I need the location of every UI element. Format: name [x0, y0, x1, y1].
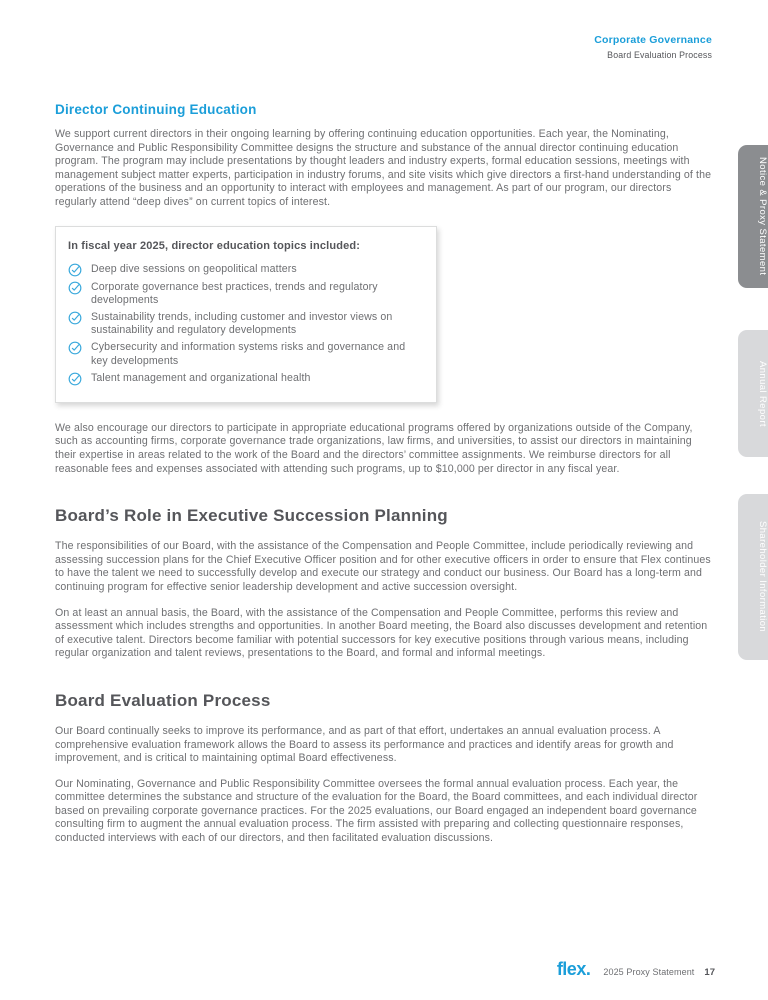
- topic-label: Talent management and organizational health: [91, 371, 311, 384]
- flex-logo: flex.: [556, 959, 591, 979]
- topic-label: Cybersecurity and information systems risks and governance and key developments: [91, 341, 406, 367]
- list-item: [68, 341, 422, 367]
- topic-label: Corporate governance best practices, trends and regulatory developments: [91, 280, 378, 306]
- education-topics-box: [55, 226, 437, 403]
- header-section-title: Corporate Governance: [594, 34, 712, 46]
- list-item: [68, 311, 422, 337]
- topics-box-title: In fiscal year 2025, director education topics included:: [68, 239, 361, 252]
- continuing-education-paragraph-1: We support current directors in their ongoing learning by offering continuing education opportunities. Each year, the Nominating, Governance and Public Responsibility Committee designs the structure and substance of the annual director continuing education program. The program may include presentations by thought leaders and industry experts, formal education sessions, meetings with management subject matter experts, participation in industry forums, and site visits which give directors a first-hand understanding of the operations of the business and an opportunity to interact with employees and management. As part of our program, our directors regularly attend “deep dives” on current topics of interest.: [55, 128, 712, 208]
- page-number: 17: [704, 967, 715, 978]
- succession-planning-heading: Board’s Role in Executive Succession Planning: [55, 506, 448, 526]
- checkmark-circle-icon: [68, 281, 82, 295]
- footer-document-label: 2025 Proxy Statement: [603, 967, 695, 977]
- board-evaluation-heading: Board Evaluation Process: [55, 690, 271, 710]
- list-item: [68, 263, 422, 277]
- running-header: [594, 34, 712, 60]
- checkmark-circle-icon: [68, 341, 82, 355]
- list-item: [68, 281, 422, 307]
- topic-label: Sustainability trends, including customer and investor views on sustainability and regulatory developments: [91, 310, 393, 337]
- header-subsection-title: Board Evaluation Process: [607, 50, 712, 60]
- continuing-education-paragraph-2: We also encourage our directors to participate in appropriate educational programs offered by organizations outside of the Company, such as accounting firms, corporate governance trade organizations, law firms, and universities, to assist our directors in maintaining their expertise in areas related to the work of the Board and the directors’ committee assignments. We reimburse directors for all reasonable fees and expenses associated with attending such programs, up to $10,000 per director in any fiscal year.: [55, 421, 693, 475]
- flex-logo-dot: .: [585, 959, 591, 979]
- checkmark-circle-icon: [68, 372, 82, 386]
- checkmark-circle-icon: [68, 311, 82, 325]
- page-content: [55, 102, 713, 858]
- evaluation-paragraph-2: Our Nominating, Governance and Public Responsibility Committee oversees the formal annual evaluation process. Each year, the committee determines the substance and structure of the evaluation for the Board, the Board committees, and each individual director based on prevailing corporate governance practices. For the 2025 evaluations, our Board engaged an independent board governance consulting firm to augment the annual evaluation process. The firm assisted with preparing and collecting questionnaire responses, conducted interviews with each of our directors, and then facilitated evaluation discussions.: [55, 777, 698, 845]
- continuing-education-heading: Director Continuing Education: [55, 102, 257, 117]
- tab-annual-report: Annual Report: [738, 330, 768, 457]
- topic-label: Deep dive sessions on geopolitical matters: [91, 262, 297, 275]
- tab-notice-proxy-statement: Notice & Proxy Statement: [738, 145, 768, 288]
- succession-paragraph-1: The responsibilities of our Board, with the assistance of the Compensation and People Committee, include periodically reviewing and assessing succession plans for the Chief Executive Officer position and for other executive officers in order to ensure that Flex continues to have the talent we need to successfully develop and execute our strategy and conduct our business. Our Board has a long-term and continuing program for effective senior leadership development and active succession oversight.: [55, 540, 711, 593]
- checkmark-circle-icon: [68, 263, 82, 277]
- list-item: [68, 372, 422, 386]
- succession-paragraph-2: On at least an annual basis, the Board, with the assistance of the Compensation and People Committee, performs this review and assessment which includes strengths and opportunities. In another Board meeting, the Board also discusses development and retention of executive talent. Directors become familiar with potential successors for key executive positions through various means, including regular organization and talent reviews, presentations to the Board, and formal and informal meetings.: [55, 606, 708, 660]
- tab-shareholder-information: Shareholder Information: [738, 494, 768, 660]
- evaluation-paragraph-1: Our Board continually seeks to improve its performance, and as part of that effort, undertakes an annual evaluation process. A comprehensive evaluation framework allows the Board to assess its performance and practices and identify areas for growth and improvement, and is critical to maintaining optimal Board effectiveness.: [55, 724, 674, 765]
- page-footer: [557, 959, 715, 980]
